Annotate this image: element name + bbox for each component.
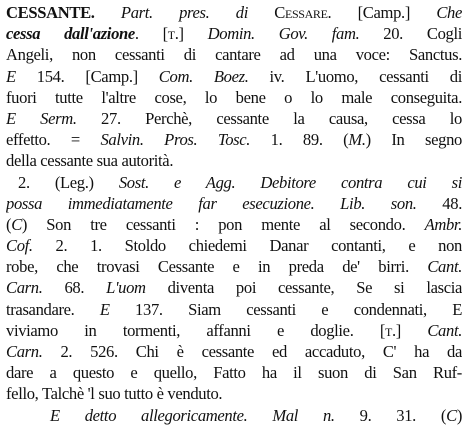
text-run: robe, che trovasi Cessante e in preda de' birri. xyxy=(6,257,428,277)
text-run: L'uom xyxy=(106,278,146,298)
text-run: Cant. xyxy=(427,257,462,277)
entry-line xyxy=(6,193,462,214)
text-run: ) Son tre cessanti : pon mente al secondo. xyxy=(21,214,425,234)
text-run: ) In segno xyxy=(365,130,462,150)
text-run: 2. (Leg.) xyxy=(18,172,119,192)
sense-2-start xyxy=(6,172,462,193)
text-run: 1. 89. ( xyxy=(250,130,349,150)
entry-line xyxy=(6,277,462,298)
text-run: 68. xyxy=(42,278,107,298)
text-run: Carn. xyxy=(6,278,43,298)
text-run: . [Camp.] xyxy=(327,3,437,22)
text-run: 2. 526. Chi è cessante ed accaduto, C' ha da xyxy=(42,342,462,361)
text-run: Cant. xyxy=(427,320,462,340)
text-run: C xyxy=(446,405,457,425)
text-run: 2. 1. Stoldo chiedemi Danar contanti, e non xyxy=(32,236,462,256)
text-run: t. xyxy=(385,320,396,340)
text-run: 48. xyxy=(416,193,462,213)
text-run: viviamo in tormenti, affanni e doglie. [ xyxy=(6,320,386,340)
text-run: 154. [Camp.] xyxy=(15,66,159,86)
entry-line xyxy=(6,299,462,320)
entry-line xyxy=(6,129,462,150)
entry-line xyxy=(6,320,462,341)
headword: CESSANTE. xyxy=(6,3,95,22)
text-run: 137. Siam cessanti e condennati, E xyxy=(109,299,462,319)
entry-line xyxy=(6,150,462,171)
text-run: E Serm. xyxy=(6,108,77,128)
entry-line xyxy=(6,362,462,383)
text-run: Carn. xyxy=(6,342,43,361)
text-run: Che xyxy=(436,3,462,22)
text-run: E detto allegoricamente. Mal n. xyxy=(50,405,335,425)
entry-line xyxy=(6,87,462,108)
text-run: ] xyxy=(178,24,208,44)
entry-line xyxy=(6,383,462,404)
text-run: Cof. xyxy=(6,236,33,256)
entry-line xyxy=(6,23,462,44)
text-run: Salvin. Pros. Tosc. xyxy=(100,130,251,150)
text-run: 9. 31. ( xyxy=(334,405,447,425)
entry-line xyxy=(6,66,462,87)
text-run: ) xyxy=(456,405,462,425)
text-run: M. xyxy=(348,130,366,150)
text-run: Cessare xyxy=(274,3,328,22)
text-run: trasandare. xyxy=(6,299,100,319)
text-run: dare a questo e quello, Fatto ha il suon di San Ruf- xyxy=(6,363,462,383)
text-run: ] xyxy=(395,320,428,340)
entry-line xyxy=(6,256,462,277)
text-run: iv. L'uomo, cessanti di xyxy=(248,66,462,86)
text-run: Ambr. xyxy=(424,214,462,234)
entry-line xyxy=(6,2,462,23)
text-run: Com. Boez. xyxy=(158,66,249,86)
text-run: 27. Perchè, cessante la causa, cessa lo xyxy=(76,108,462,128)
text-run: Domin. Gov. fam. xyxy=(207,24,360,44)
text-run: Sost. e Agg. Debitore contra cui si xyxy=(118,172,462,192)
entry-line xyxy=(6,235,462,256)
text-run: C xyxy=(11,214,22,234)
text-run: della cessante sua autorità. xyxy=(6,151,174,171)
entry-line xyxy=(6,44,462,65)
text-run: possa immediatamente far esecuzione. Lib. son. xyxy=(6,193,417,213)
text-run: effetto. = xyxy=(6,130,101,150)
text-run: diventa poi cessante, Se si lascia xyxy=(145,278,462,298)
text-run: . [ xyxy=(134,24,168,44)
allegorical-note xyxy=(6,405,462,426)
text-run: ( xyxy=(6,214,12,234)
text-run: 20. Cogli xyxy=(359,24,462,44)
text-run: E xyxy=(6,66,16,86)
text-run: fuori tutte l'altre cose, lo bene o lo male conseguita. xyxy=(6,87,462,107)
text-run: Part. pres. di xyxy=(120,3,275,22)
entry-line xyxy=(6,341,462,362)
text-run: t. xyxy=(167,24,179,44)
entry-line xyxy=(6,214,462,235)
text-run: Angeli, non cessanti di cantare ad una voce: Sanctus. xyxy=(6,45,462,65)
text-run: fello, Talchè 'l suo tutto è venduto. xyxy=(6,384,223,404)
entry-line xyxy=(6,108,462,129)
text-run: cessa dall'azione xyxy=(6,24,135,44)
text-run: E xyxy=(99,299,110,319)
